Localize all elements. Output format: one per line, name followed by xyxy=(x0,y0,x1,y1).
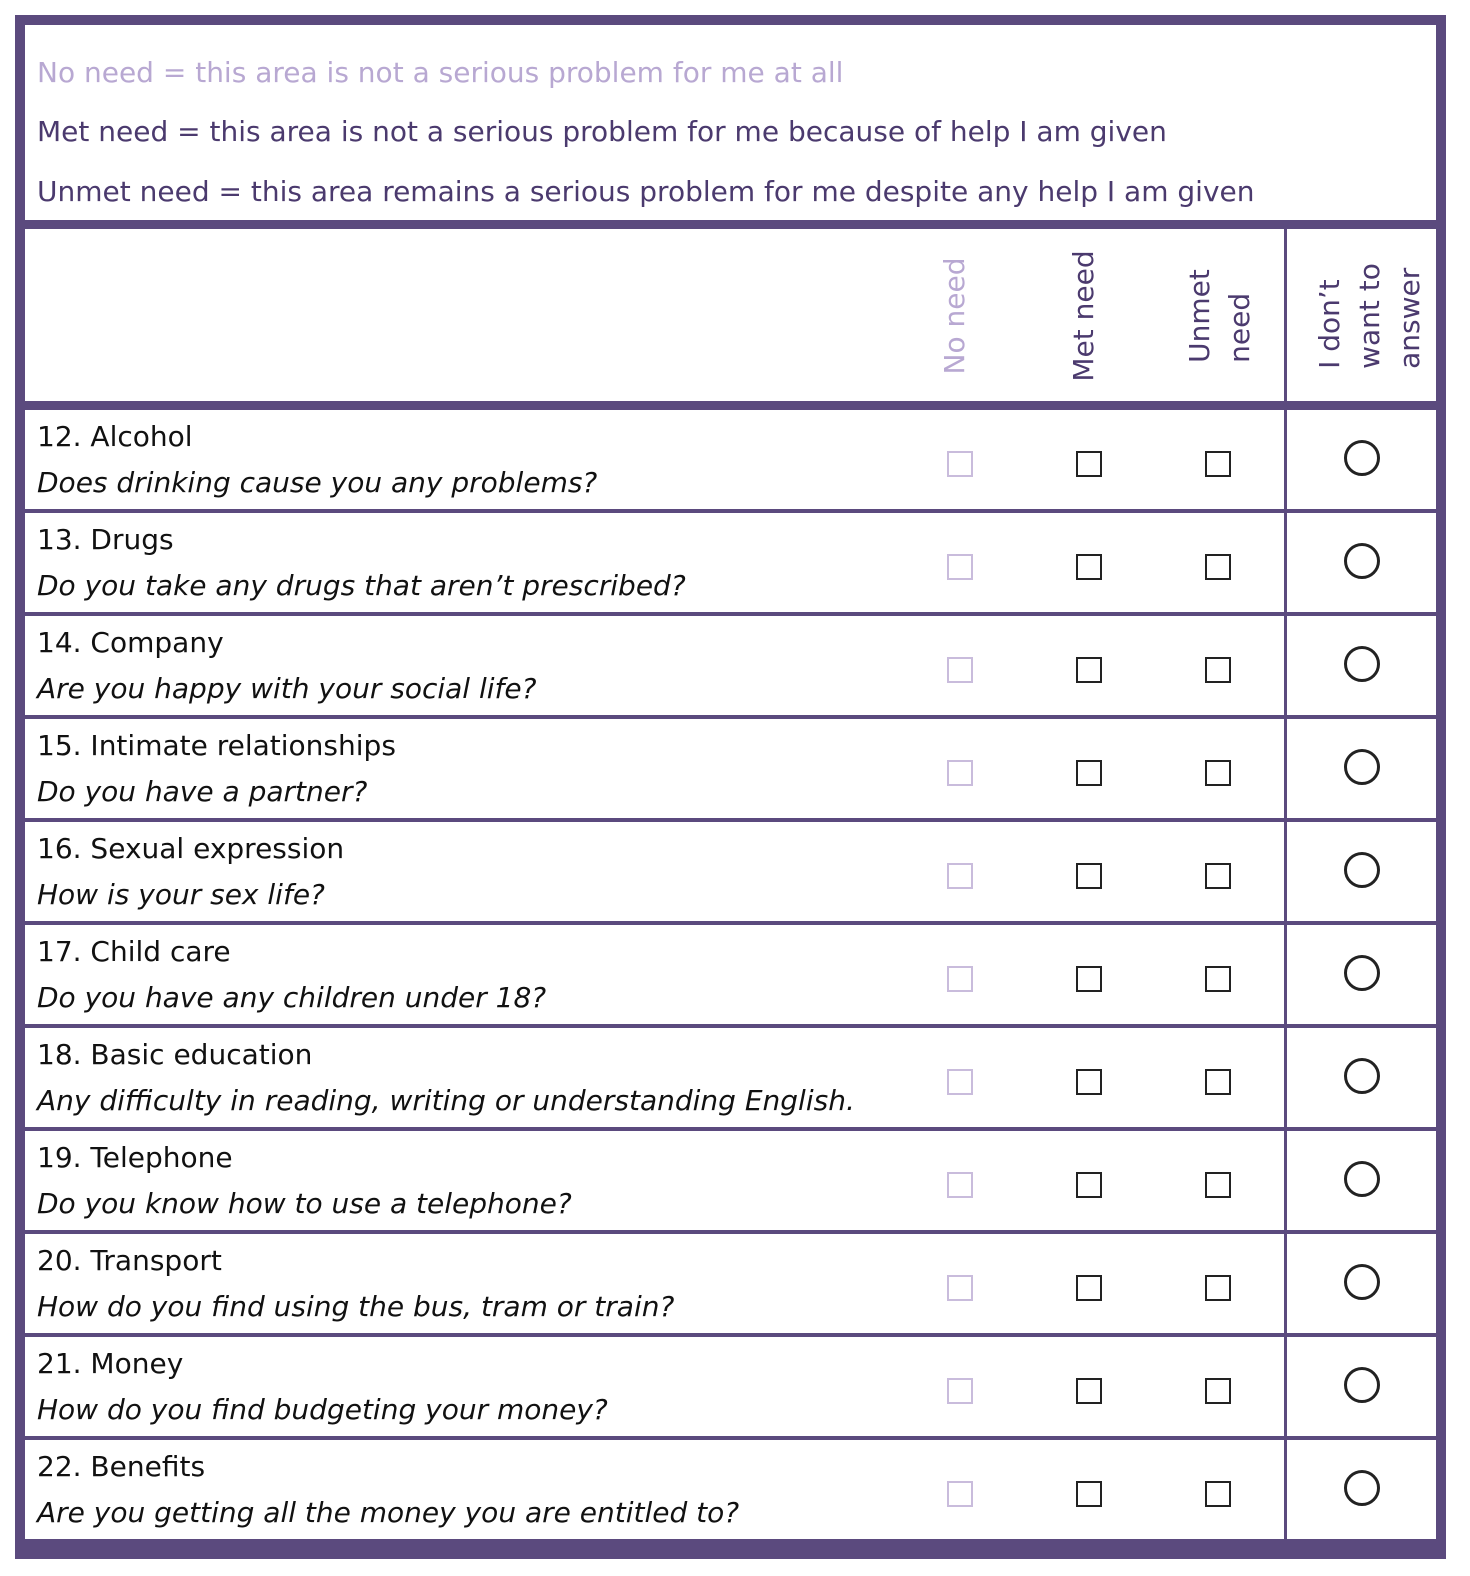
unmet-need-checkbox[interactable] xyxy=(1205,863,1231,889)
question-row xyxy=(25,1131,1284,1230)
dont-want-to-answer-radio[interactable] xyxy=(1344,646,1380,682)
legend-no-need: No need = this area is not a serious problem for me at all xyxy=(37,56,844,89)
question-row xyxy=(25,1234,1284,1333)
question-row xyxy=(25,1028,1284,1127)
question-text: Do you have any children under 18? xyxy=(37,981,547,1014)
unmet-need-checkbox[interactable] xyxy=(1205,966,1231,992)
question-row xyxy=(25,616,1284,715)
no-need-checkbox[interactable] xyxy=(947,863,973,889)
unmet-need-checkbox[interactable] xyxy=(1205,451,1231,477)
unmet-need-checkbox[interactable] xyxy=(1205,1275,1231,1301)
no-need-checkbox[interactable] xyxy=(947,554,973,580)
unmet-need-checkbox[interactable] xyxy=(1205,1378,1231,1404)
dont-answer-cell xyxy=(1287,822,1436,921)
question-text: Do you have a partner? xyxy=(37,775,368,808)
question-title: 21. Money xyxy=(37,1347,184,1380)
dont-answer-cell xyxy=(1287,1131,1436,1230)
no-need-checkbox[interactable] xyxy=(947,1069,973,1095)
question-row xyxy=(25,513,1284,612)
dont-want-to-answer-radio[interactable] xyxy=(1344,955,1380,991)
no-need-checkbox[interactable] xyxy=(947,1275,973,1301)
dont-answer-cell xyxy=(1287,616,1436,715)
met-need-checkbox[interactable] xyxy=(1076,657,1102,683)
legend-unmet-need: Unmet need = this area remains a serious problem for me despite any help I am given xyxy=(37,175,1255,208)
question-title: 19. Telephone xyxy=(37,1141,233,1174)
question-text: How do you find using the bus, tram or train? xyxy=(37,1290,675,1323)
question-row xyxy=(25,1440,1284,1539)
met-need-checkbox[interactable] xyxy=(1076,1378,1102,1404)
unmet-need-checkbox[interactable] xyxy=(1205,760,1231,786)
met-need-checkbox[interactable] xyxy=(1076,554,1102,580)
question-title: 16. Sexual expression xyxy=(37,832,345,865)
unmet-need-checkbox[interactable] xyxy=(1205,554,1231,580)
no-need-checkbox[interactable] xyxy=(947,657,973,683)
dont-answer-cell xyxy=(1287,925,1436,1024)
dont-want-to-answer-radio[interactable] xyxy=(1344,1161,1380,1197)
question-text: How is your sex life? xyxy=(37,878,325,911)
legend-met-need: Met need = this area is not a serious problem for me because of help I am given xyxy=(37,115,1167,148)
no-need-checkbox[interactable] xyxy=(947,760,973,786)
met-need-checkbox[interactable] xyxy=(1076,1069,1102,1095)
column-header-unmet-need: Unmet need xyxy=(1183,269,1256,363)
dont-want-to-answer-radio[interactable] xyxy=(1344,1367,1380,1403)
dont-answer-cell xyxy=(1287,1440,1436,1539)
met-need-checkbox[interactable] xyxy=(1076,1172,1102,1198)
dont-want-to-answer-radio[interactable] xyxy=(1344,852,1380,888)
questionnaire-frame xyxy=(15,15,1446,1559)
question-text: Are you happy with your social life? xyxy=(37,672,537,705)
legend-box xyxy=(25,25,1436,220)
question-text: Any difficulty in reading, writing or understanding English. xyxy=(37,1084,855,1117)
dont-answer-cell xyxy=(1287,1234,1436,1333)
column-header-dont-want-to-answer: I don’t want to answer xyxy=(1313,263,1426,369)
dont-answer-cell xyxy=(1287,410,1436,509)
dont-want-to-answer-radio[interactable] xyxy=(1344,1058,1380,1094)
column-header-met-need: Met need xyxy=(1067,250,1100,382)
no-need-checkbox[interactable] xyxy=(947,966,973,992)
met-need-checkbox[interactable] xyxy=(1076,1275,1102,1301)
question-text: Do you take any drugs that aren’t prescribed? xyxy=(37,569,686,602)
no-need-checkbox[interactable] xyxy=(947,1172,973,1198)
question-row xyxy=(25,1337,1284,1436)
met-need-checkbox[interactable] xyxy=(1076,451,1102,477)
no-need-checkbox[interactable] xyxy=(947,1481,973,1507)
column-header-no-need: No need xyxy=(938,257,971,375)
question-row xyxy=(25,719,1284,818)
question-row xyxy=(25,410,1284,509)
met-need-checkbox[interactable] xyxy=(1076,966,1102,992)
question-title: 22. Benefits xyxy=(37,1450,206,1483)
unmet-need-checkbox[interactable] xyxy=(1205,1172,1231,1198)
question-row xyxy=(25,822,1284,921)
question-text: Does drinking cause you any problems? xyxy=(37,466,598,499)
no-need-checkbox[interactable] xyxy=(947,451,973,477)
dont-want-to-answer-radio[interactable] xyxy=(1344,1470,1380,1506)
question-title: 15. Intimate relationships xyxy=(37,729,396,762)
dont-answer-cell xyxy=(1287,513,1436,612)
question-text: How do you find budgeting your money? xyxy=(37,1393,608,1426)
question-title: 17. Child care xyxy=(37,935,231,968)
dont-want-to-answer-radio[interactable] xyxy=(1344,1264,1380,1300)
met-need-checkbox[interactable] xyxy=(1076,863,1102,889)
dont-want-to-answer-radio[interactable] xyxy=(1344,749,1380,785)
question-text: Do you know how to use a telephone? xyxy=(37,1187,572,1220)
question-title: 18. Basic education xyxy=(37,1038,313,1071)
unmet-need-checkbox[interactable] xyxy=(1205,1069,1231,1095)
unmet-need-checkbox[interactable] xyxy=(1205,1481,1231,1507)
no-need-checkbox[interactable] xyxy=(947,1378,973,1404)
dont-answer-cell xyxy=(1287,719,1436,818)
question-title: 14. Company xyxy=(37,626,224,659)
dont-answer-cell xyxy=(1287,1028,1436,1127)
met-need-checkbox[interactable] xyxy=(1076,1481,1102,1507)
unmet-need-checkbox[interactable] xyxy=(1205,657,1231,683)
dont-want-to-answer-radio[interactable] xyxy=(1344,543,1380,579)
question-title: 13. Drugs xyxy=(37,523,174,556)
dont-answer-cell xyxy=(1287,1337,1436,1436)
dont-want-to-answer-radio[interactable] xyxy=(1344,440,1380,476)
question-row xyxy=(25,925,1284,1024)
question-title: 12. Alcohol xyxy=(37,420,193,453)
question-title: 20. Transport xyxy=(37,1244,222,1277)
met-need-checkbox[interactable] xyxy=(1076,760,1102,786)
question-text: Are you getting all the money you are entitled to? xyxy=(37,1496,740,1529)
